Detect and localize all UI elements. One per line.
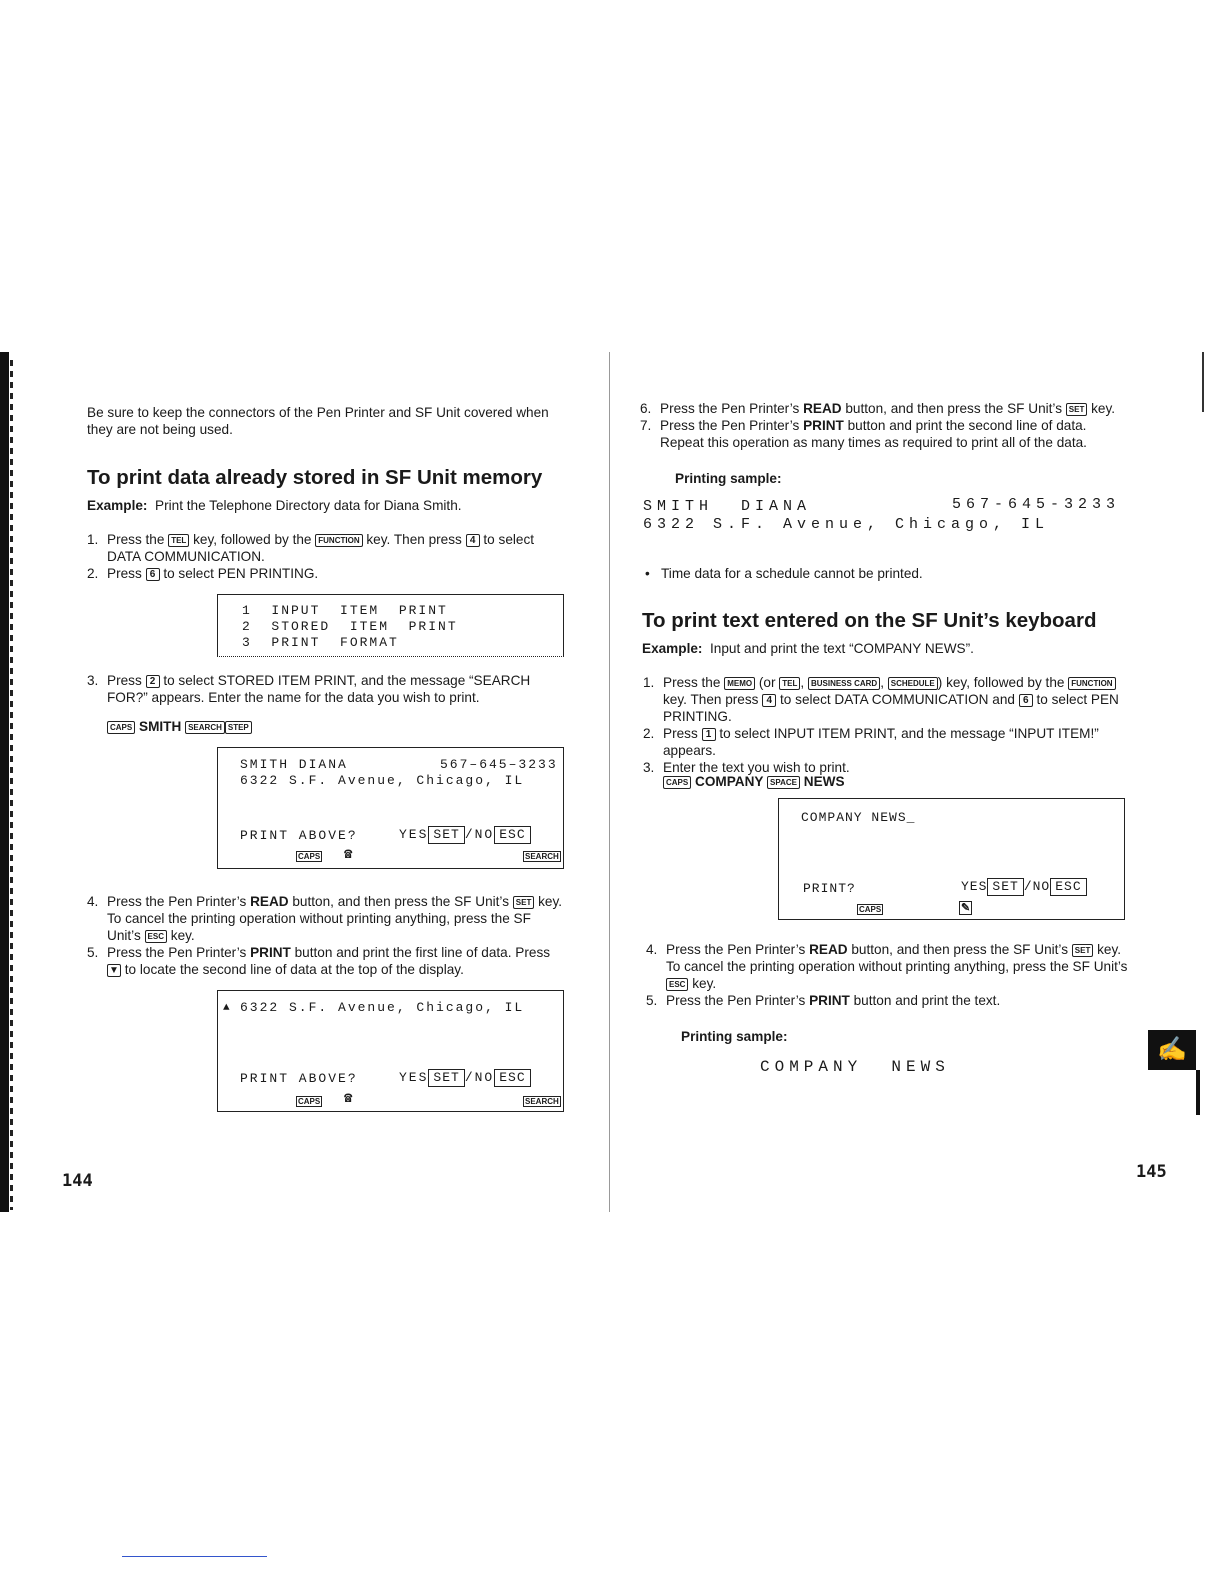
set-box: SET	[428, 1069, 464, 1087]
section-tab-icon: ✍	[1148, 1030, 1196, 1070]
right-steps-1-3	[643, 674, 1128, 776]
menu-item-1: 1 INPUT ITEM PRINT	[242, 603, 448, 618]
right-steps-6-7	[640, 400, 1125, 451]
display-prompt-2: PRINT ABOVE?	[240, 1071, 358, 1086]
typed-name: SMITH	[139, 719, 182, 734]
display-address: 6322 S.F. Avenue, Chicago, IL	[240, 773, 525, 788]
step-1: 1. Press the TEL key, followed by the FUNCTION key. Then press 4 to select DATA COMMUNICATION.	[87, 532, 535, 564]
sample-company-news: COMPANY NEWS	[760, 1058, 950, 1076]
step-key-icon: STEP	[225, 721, 252, 734]
esc-box: ESC	[1050, 878, 1086, 896]
set-box: SET	[428, 826, 464, 844]
memo-key-icon: MEMO	[724, 677, 755, 690]
display-company-news	[778, 798, 1125, 920]
display-search-result	[217, 747, 564, 869]
left-step-3	[87, 672, 567, 706]
menu-item-2: 2 STORED ITEM PRINT	[242, 619, 458, 634]
display-input-text: COMPANY NEWS_	[801, 810, 916, 825]
bullet-text: Time data for a schedule cannot be printed.	[661, 566, 923, 581]
business-card-key-icon: BUSINESS CARD	[808, 677, 880, 690]
caps-key-icon: CAPS	[663, 776, 691, 789]
printing-sample-label: Printing sample:	[675, 471, 782, 486]
memo-indicator-icon: ✎	[961, 902, 971, 914]
set-key-icon: SET	[513, 896, 535, 909]
display-print-prompt: PRINT?	[803, 881, 856, 896]
function-key-icon: FUNCTION	[315, 534, 362, 547]
center-fold	[609, 352, 610, 1212]
display-yes-no-3: YES SET /NO ESC	[961, 878, 1087, 896]
esc-box: ESC	[494, 1069, 530, 1087]
display-address-2: 6322 S.F. Avenue, Chicago, IL	[240, 1000, 525, 1015]
step-2: 2. Press 6 to select PEN PRINTING.	[87, 566, 319, 581]
typed-company: COMPANY	[695, 774, 764, 789]
left-heading: To print data already stored in SF Unit memory	[87, 466, 543, 489]
set-key-icon: SET	[1066, 403, 1088, 416]
example-text: Print the Telephone Directory data for Diana Smith.	[155, 498, 462, 513]
printing-sample-label-2: Printing sample:	[681, 1029, 788, 1044]
function-key-icon: FUNCTION	[1068, 677, 1115, 690]
sample-line2: 6322 S.F. Avenue, Chicago, IL	[643, 516, 1050, 533]
step-5: 5. Press the Pen Printer’s PRINT button and print the first line of data. Press ▼ to locate the second line of data at the top of the display.	[87, 945, 551, 977]
left-steps-1-2	[87, 531, 567, 582]
schedule-key-icon: SCHEDULE	[888, 677, 938, 690]
tel-key-icon: TEL	[779, 677, 800, 690]
right-example	[642, 640, 974, 657]
search-indicator-icon: SEARCH	[525, 1097, 559, 1106]
display-yes-no-2: YES SET /NO ESC	[399, 1069, 531, 1087]
display-name: SMITH DIANA	[240, 757, 348, 772]
sample-line1-name: SMITH DIANA	[643, 498, 812, 515]
right-step-5: 5. Press the Pen Printer’s PRINT button and print the text.	[646, 993, 1001, 1008]
set-key-icon: SET	[1072, 944, 1094, 957]
page-edge-mark	[1202, 352, 1204, 412]
key-1-icon: 1	[702, 728, 716, 741]
space-key-icon: SPACE	[767, 776, 800, 789]
example-label: Example:	[642, 641, 703, 656]
telephone-indicator-icon: ☎	[344, 847, 353, 863]
display-yes-no: YES SET /NO ESC	[399, 826, 531, 844]
key-4-icon: 4	[466, 534, 480, 547]
bullet-dot: •	[645, 566, 650, 581]
right-step-3: 3. Enter the text you wish to print.	[643, 760, 850, 775]
key-2-icon: 2	[146, 675, 160, 688]
right-step-1: 1. Press the MEMO (or TEL , BUSINESS CARD , SCHEDULE ) key, followed by the FUNCTION key. Then press 4 to select DATA COMMUNICATION and 6 to select PEN PRINTING.	[643, 675, 1119, 724]
esc-key-icon: ESC	[666, 978, 688, 991]
intro-text: Be sure to keep the connectors of the Pen Printer and SF Unit covered when they are not being used.	[87, 405, 549, 437]
caps-indicator-icon: CAPS	[298, 852, 321, 861]
scan-artifact-line	[122, 1556, 267, 1557]
binding-perforation	[10, 360, 13, 1210]
sample-line1-phone: 567-645-3233	[952, 496, 1121, 513]
right-step-4: 4. Press the Pen Printer’s READ button, and then press the SF Unit’s SET key. To cancel the printing operation without printing anything, press the SF Unit’s ESC key.	[646, 942, 1128, 991]
right-heading: To print text entered on the SF Unit’s keyboard	[642, 609, 1097, 632]
tel-key-icon: TEL	[168, 534, 189, 547]
key-6-icon: 6	[1019, 694, 1033, 707]
typed-sequence-smith	[107, 718, 252, 735]
example-text: Input and print the text “COMPANY NEWS”.	[710, 641, 974, 656]
step-3: 3. Press 2 to select STORED ITEM PRINT, and the message “SEARCH FOR?” appears. Enter the name for the data you wish to print.	[87, 673, 531, 705]
caps-indicator-icon: CAPS	[859, 905, 882, 914]
search-key-icon: SEARCH	[185, 721, 225, 734]
menu-item-3: 3 PRINT FORMAT	[242, 635, 399, 650]
caps-key-icon: CAPS	[107, 721, 135, 734]
right-steps-4-5	[646, 941, 1128, 1009]
step-4: 4. Press the Pen Printer’s READ button, and then press the SF Unit’s SET key. To cancel the printing operation without printing anything, press the SF Unit’s ESC key.	[87, 894, 563, 943]
menu-display	[217, 594, 564, 657]
display-prompt: PRINT ABOVE?	[240, 828, 358, 843]
right-step-2: 2. Press 1 to select INPUT ITEM PRINT, and the message “INPUT ITEM!” appears.	[643, 726, 1099, 758]
up-arrow-icon: ▲	[223, 1002, 232, 1014]
typed-news: NEWS	[803, 774, 845, 789]
caps-indicator-icon: CAPS	[298, 1097, 321, 1106]
page-number-left: 144	[62, 1171, 93, 1191]
key-4-icon: 4	[762, 694, 776, 707]
search-indicator-icon: SEARCH	[525, 852, 559, 861]
step-7: 7. Press the Pen Printer’s PRINT button and print the second line of data. Repeat this operation as many times as required to print all of the data.	[640, 418, 1087, 450]
example-label: Example:	[87, 498, 148, 513]
step-6: 6. Press the Pen Printer’s READ button, and then press the SF Unit’s SET key.	[640, 401, 1116, 416]
display-second-line	[217, 990, 564, 1112]
esc-box: ESC	[494, 826, 530, 844]
down-arrow-key-icon: ▼	[107, 964, 121, 977]
page-number-right: 145	[1136, 1162, 1167, 1182]
page-edge-mark-lower	[1196, 1070, 1200, 1115]
left-example	[87, 497, 462, 514]
left-steps-4-5	[87, 893, 567, 978]
set-box: SET	[987, 878, 1023, 896]
key-6-icon: 6	[146, 568, 160, 581]
binding-edge	[0, 352, 9, 1212]
esc-key-icon: ESC	[145, 930, 167, 943]
telephone-indicator-icon: ☎	[344, 1091, 353, 1107]
typed-sequence-company	[663, 773, 845, 790]
display-phone: 567–645–3233	[440, 757, 558, 772]
